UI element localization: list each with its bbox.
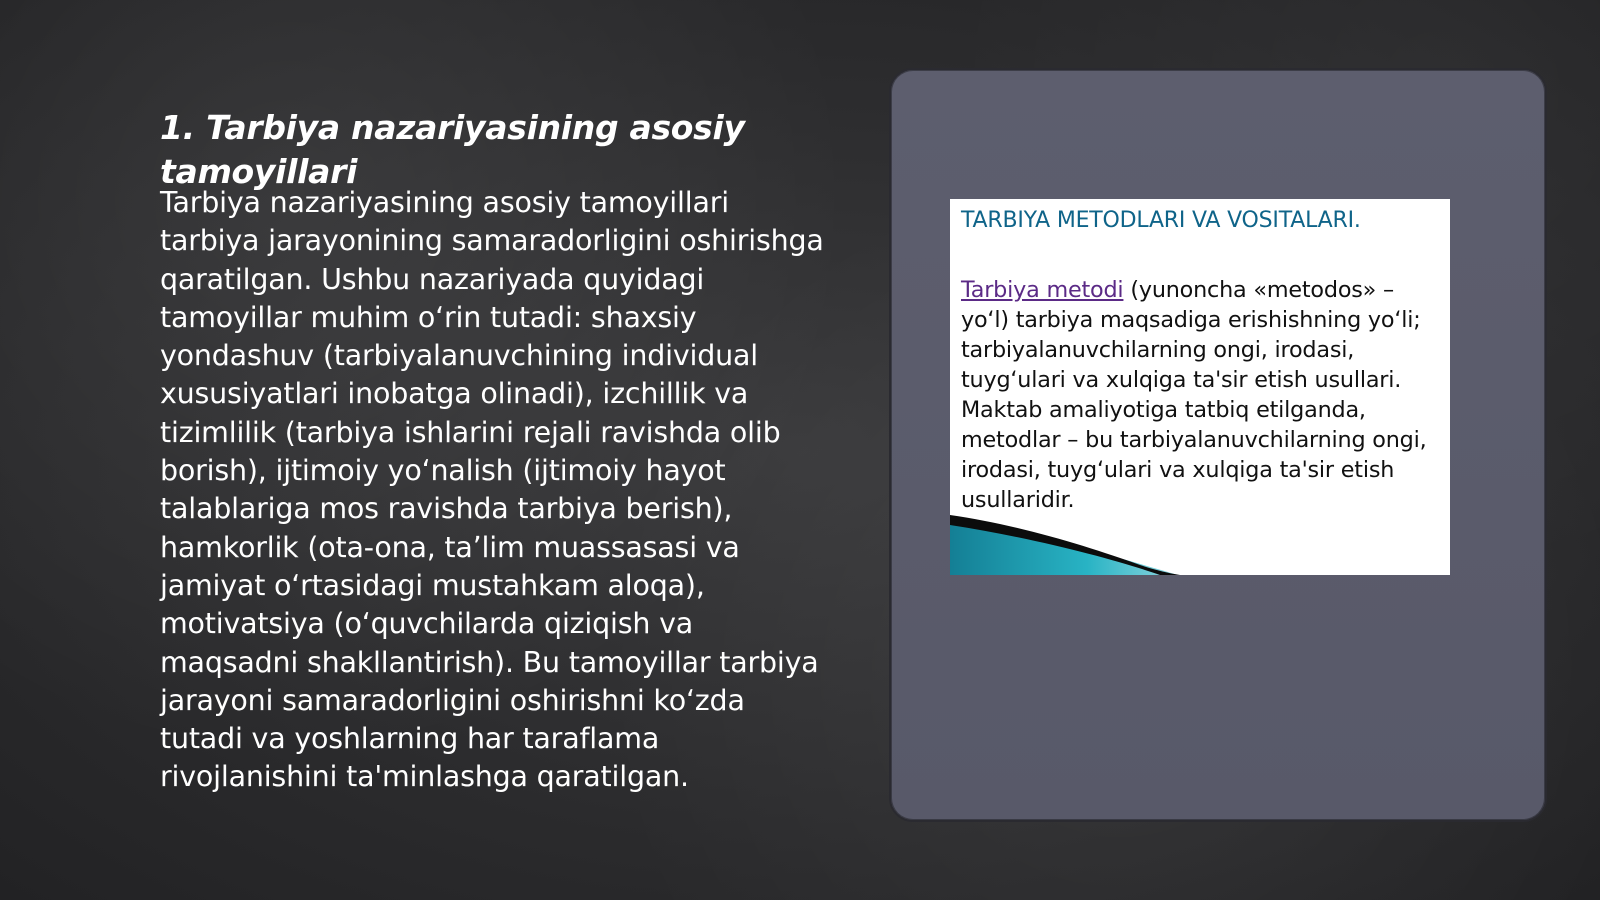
slide-body-text: Tarbiya nazariyasining asosiy tamoyillari tarbiya jarayonining samaradorligini oshirishga qaratilgan. Ushbu nazariyada quyidagi tamoyillar muhim oʻrin tutadi: shaxsiy yondashuv (tarbiyalanuvchining individual xususiyatlari inobatga olinadi), izchillik va tizimlilik (tarbiya ishlarini rejali ravishda olib borish), ijtimoiy yoʻnalish (ijtimoiy hayot talablariga mos ravishda tarbiya berish), hamkorlik (ota-ona, taʼlim muassasasi va jamiyat oʻrtasidagi mustahkam aloqa), motivatsiya (oʻquvchilarda qiziqish va maqsadni shakllantirish). Bu tamoyillar tarbiya jarayoni samaradorligini oshirishni koʻzda tutadi va yoshlarning har taraflama rivojlanishini ta'minlashga qaratilgan. [160, 186, 824, 794]
image-card-definition: (yunoncha «metodos» – yo‘l) tarbiya maqsadiga erishishning yo‘li; tarbiyalanuvchilarning ongi, irodasi, tuyg‘ulari va xulqiga ta'sir etish usullari. Maktab amaliyotiga tatbiq etilganda, metodlar – bu tarbiyalanuvchilarning ongi, irodasi, tuyg‘ulari va xulqiga ta'sir etish usullaridir. [961, 277, 1427, 513]
image-card-text [961, 275, 1443, 515]
decorative-swoosh [950, 515, 1450, 575]
embedded-slide-image [950, 199, 1450, 575]
text-block [160, 106, 830, 797]
slide-heading: 1. Tarbiya nazariyasining asosiy tamoyillari [160, 108, 745, 191]
tarbiya-metodi-link[interactable]: Tarbiya metodi [961, 277, 1124, 303]
image-card-title: TARBIYA METODLARI VA VOSITALARI. [961, 208, 1361, 233]
